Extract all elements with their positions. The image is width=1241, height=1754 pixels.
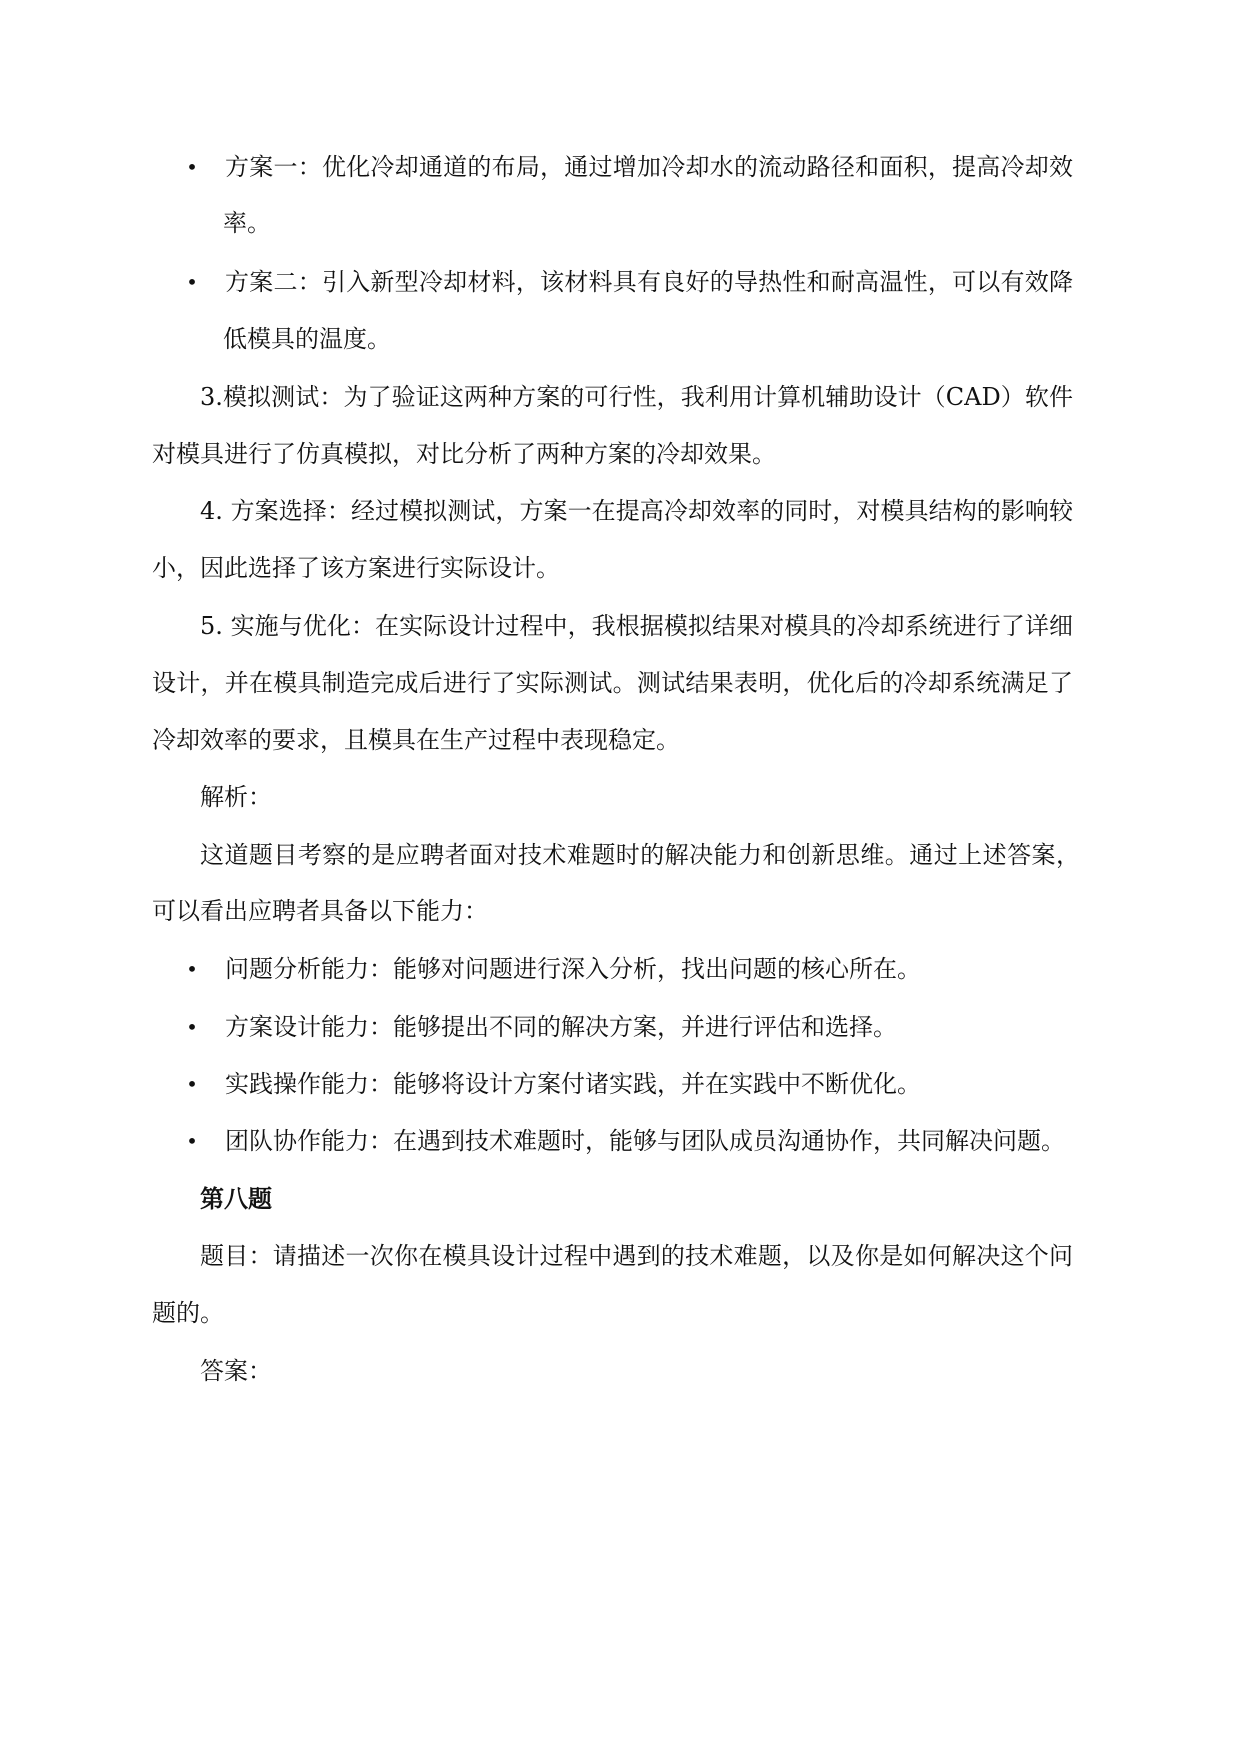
paragraph-line: 3.模拟测试：为了验证这两种方案的可行性，我利用计算机辅助设计（CAD）软件 [200,383,1073,411]
bullet-marker: • [186,1015,198,1039]
section-label: 答案： [200,1357,272,1385]
paragraph-line: 题的。 [152,1299,224,1327]
paragraph-line: 4. 方案选择：经过模拟测试，方案一在提高冷却效率的同时，对模具结构的影响较 [200,497,1073,525]
question-heading: 第八题 [200,1184,272,1213]
paragraph-line: 5. 实施与优化：在实际设计过程中，我根据模拟结果对模具的冷却系统进行了详细 [200,612,1073,640]
bullet-item-text: 方案一：优化冷却通道的布局，通过增加冷却水的流动路径和面积，提高冷却效 [225,153,1073,181]
bullet-item-text: 方案二：引入新型冷却材料，该材料具有良好的导热性和耐高温性，可以有效降 [225,268,1073,296]
paragraph-line: 题目：请描述一次你在模具设计过程中遇到的技术难题，以及你是如何解决这个问 [200,1242,1073,1270]
paragraph-line: 这道题目考察的是应聘者面对技术难题时的解决能力和创新思维。通过上述答案， [200,841,1080,869]
bullet-item-continuation: 率。 [223,209,271,237]
paragraph-line: 冷却效率的要求，且模具在生产过程中表现稳定。 [152,726,680,754]
bullet-marker: • [186,155,198,179]
paragraph-line: 对模具进行了仿真模拟，对比分析了两种方案的冷却效果。 [152,440,776,468]
bullet-item-text: 团队协作能力：在遇到技术难题时，能够与团队成员沟通协作，共同解决问题。 [225,1127,1065,1155]
bullet-item-text: 实践操作能力：能够将设计方案付诸实践，并在实践中不断优化。 [225,1070,921,1098]
bullet-marker: • [186,1129,198,1153]
bullet-item-text: 方案设计能力：能够提出不同的解决方案，并进行评估和选择。 [225,1013,897,1041]
paragraph-line: 可以看出应聘者具备以下能力： [152,897,488,925]
bullet-item-text: 问题分析能力：能够对问题进行深入分析，找出问题的核心所在。 [225,955,921,983]
paragraph-line: 小，因此选择了该方案进行实际设计。 [152,554,560,582]
bullet-marker: • [186,270,198,294]
paragraph-line: 设计，并在模具制造完成后进行了实际测试。测试结果表明，优化后的冷却系统满足了 [152,669,1073,697]
bullet-item-continuation: 低模具的温度。 [223,325,391,353]
section-label: 解析： [200,783,272,811]
bullet-marker: • [186,957,198,981]
bullet-marker: • [186,1072,198,1096]
